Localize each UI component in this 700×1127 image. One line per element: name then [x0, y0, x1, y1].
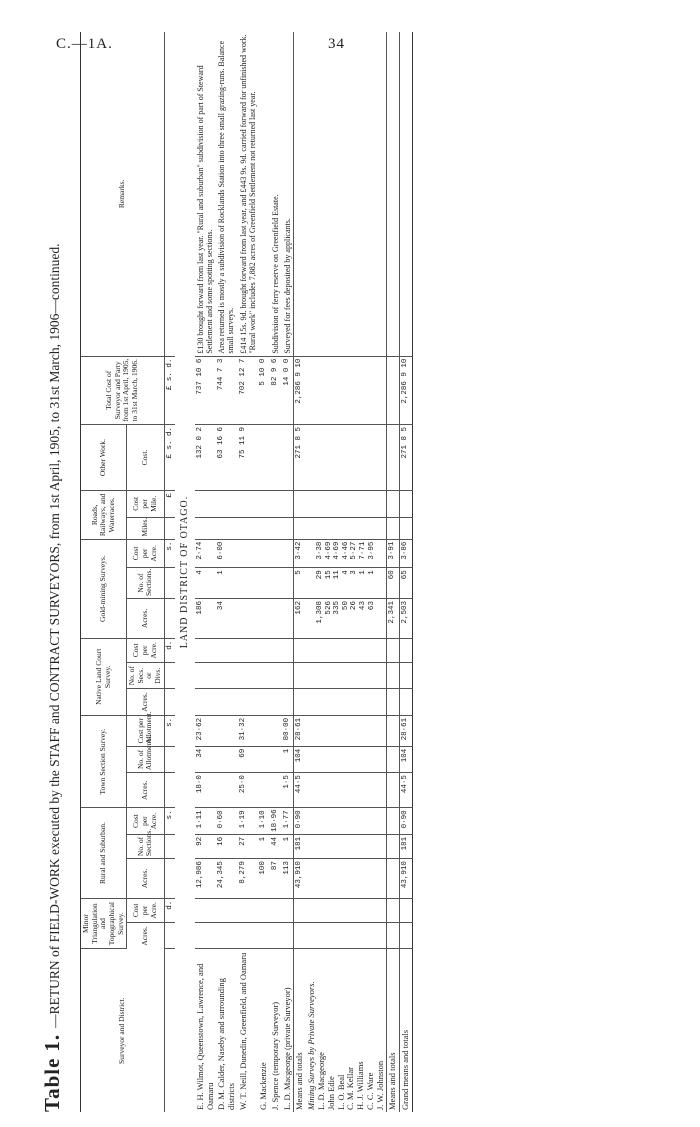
cell: [216, 898, 238, 922]
col-rural-suburban: Rural and Suburban.: [81, 808, 127, 898]
grand-totals-row: [400, 32, 413, 1112]
col-other-work: Other Work.: [81, 424, 127, 490]
cell: 60: [387, 568, 400, 599]
cell: [238, 898, 258, 922]
cell: 44: [270, 834, 282, 858]
table-title-text: —RETURN of FIELD-WORK executed by the STAFF and CONTRACT SURVEYORS, from 1st April, 1905, to 31st March, 1906—continued.: [47, 243, 62, 1028]
cell: 4·46: [341, 541, 350, 560]
cell: 0·90: [400, 808, 413, 834]
subcol-gold-sections: No. of Sections.: [127, 568, 165, 599]
cell: [216, 715, 238, 746]
cell: [216, 773, 238, 808]
cell: 1·77: [282, 808, 294, 834]
cell: [270, 715, 282, 746]
cell: [270, 599, 282, 639]
unit-s: s.: [164, 808, 175, 834]
remarks-cell: Subdivision of ferry reserve on Greenfield Estate.: [270, 32, 282, 356]
cell: [258, 746, 270, 772]
subcol-minor-cost-acre: Cost per Acre.: [127, 898, 165, 922]
cell: 4: [341, 570, 350, 575]
cell: 1: [367, 570, 376, 575]
subcol-native-cost-acre: Cost per Acre.: [127, 638, 165, 662]
district-heading: LAND DISTRICT OF OTAGO.: [179, 495, 191, 649]
remarks-cell: Area returned is mostly a subdivision of Rocklands Station into three small grazing-runs. Balance small surveys.: [216, 32, 238, 356]
unit-s: s.: [164, 715, 175, 746]
cell: 28·61: [294, 715, 306, 746]
cell: [282, 424, 294, 490]
cell: [216, 746, 238, 772]
cell: 1: [282, 746, 294, 772]
units-row: [164, 32, 175, 1112]
cell: 24,345: [216, 859, 238, 899]
cell: [270, 424, 282, 490]
cell: 34: [195, 746, 217, 772]
col-surveyor: Surveyor and District.: [81, 949, 165, 1112]
cell: 5: [294, 568, 306, 599]
subcol-rural-acres: Acres.: [127, 859, 165, 899]
subcol-roads-cost-mile: Cost per Mile.: [127, 491, 165, 517]
cell: 23·62: [195, 715, 217, 746]
unit-pound: £: [164, 491, 175, 517]
cell: 3·95: [367, 541, 376, 560]
cell: [238, 539, 258, 568]
cell: [195, 662, 217, 688]
subcol-minor-acres: Acres.: [127, 922, 165, 948]
cell: 1·19: [238, 808, 258, 834]
cell: 744 7 3: [216, 356, 238, 424]
cell: 3: [350, 570, 359, 575]
cell: [282, 898, 294, 922]
surveyor-name: L. D. Macgeorge (private Surveyor): [281, 987, 292, 1110]
cell: [195, 922, 217, 948]
cell: 2·74: [195, 539, 217, 568]
cell: 1,308: [315, 601, 324, 624]
private-name: J. W. Johnston: [374, 1060, 385, 1110]
document-code: C.—1A.: [56, 36, 113, 52]
cell: 104: [400, 746, 413, 772]
remarks-cell: Surveyed for fees deposited by applicants.: [282, 32, 294, 356]
cell: [195, 689, 217, 715]
cell: 1: [282, 834, 294, 858]
cell: [216, 689, 238, 715]
cell: 526: [324, 601, 333, 615]
cell: 2,341: [387, 599, 400, 639]
cell: 3·42: [294, 539, 306, 568]
cell: [216, 662, 238, 688]
cell: [258, 773, 270, 808]
cell: 181: [400, 834, 413, 858]
cell: 29: [315, 570, 324, 580]
cell: 1·5: [282, 773, 294, 808]
cell: 6·00: [216, 539, 238, 568]
cell: 181: [294, 834, 306, 858]
cell: 100: [258, 859, 270, 899]
cell: 2,286 9 10: [400, 356, 413, 424]
cell: [238, 517, 258, 539]
private-name: L. D. Macgeorge: [316, 1052, 327, 1110]
table-label: Table: [40, 1057, 64, 1112]
cell: [270, 746, 282, 772]
cell: 15: [324, 570, 333, 580]
cell: [282, 539, 294, 568]
cell: 737 10 6: [195, 356, 217, 424]
cell: 1·11: [195, 808, 217, 834]
cell: 5·27: [350, 541, 359, 560]
cell: [270, 773, 282, 808]
district-heading-row: [175, 32, 195, 1112]
cell: [282, 517, 294, 539]
cell: 26: [350, 601, 359, 611]
cell: 3·91: [387, 539, 400, 568]
col-gold-mining: Gold-mining Surveys.: [81, 539, 127, 638]
cell: [270, 517, 282, 539]
cell: [195, 517, 217, 539]
cell: 63: [367, 601, 376, 611]
cell: 4·69: [324, 541, 333, 560]
cell: [270, 898, 282, 922]
table-title: [40, 32, 68, 1112]
col-total-cost: Total Cost of Surveyor and Party from 1st April, 1905, to 31st March, 1906.: [81, 356, 165, 424]
cell: 0·60: [216, 808, 238, 834]
cell: [258, 539, 270, 568]
cell: 75 11 9: [238, 424, 258, 490]
cell: 28·61: [400, 715, 413, 746]
page-number: 34: [328, 36, 345, 52]
unit-lsd: £ s. d.: [164, 356, 175, 424]
private-name: L. O. Beal: [335, 1074, 346, 1110]
cell: 2,286 9 10: [294, 356, 306, 424]
cell: [238, 922, 258, 948]
cell: [282, 662, 294, 688]
cell: 27: [238, 834, 258, 858]
cell: 31·32: [238, 715, 258, 746]
col-native-land-court: Native Land Court Survey.: [81, 638, 127, 715]
table-number: 1.: [40, 1033, 64, 1052]
cell: [270, 662, 282, 688]
cell: [270, 568, 282, 599]
cell: [258, 898, 270, 922]
rotated-table-page: [40, 32, 670, 1112]
cell: [258, 922, 270, 948]
cell: 65: [400, 568, 413, 599]
cell: 186: [195, 599, 217, 639]
cell: 5 10 0: [258, 356, 270, 424]
cell: 82 9 6: [270, 356, 282, 424]
cell: [282, 689, 294, 715]
cell: 162: [294, 599, 306, 639]
means-totals-row: [294, 32, 306, 1112]
cell: [258, 491, 270, 517]
remarks-cell: [258, 32, 270, 356]
cell: 18·96: [270, 808, 282, 834]
cell: 12,986: [195, 859, 217, 899]
cell: [238, 599, 258, 639]
surveyor-row: [195, 32, 217, 1112]
cell: 69: [238, 746, 258, 772]
cell: [195, 898, 217, 922]
cell: 0·90: [294, 808, 306, 834]
subcol-native-acres: Acres.: [127, 689, 165, 715]
surveyor-name: D. M. Calder, Naseby and surrounding districts: [216, 978, 237, 1110]
field-work-table: [80, 32, 413, 1112]
cell: [258, 689, 270, 715]
cell: 4: [195, 568, 217, 599]
cell: 44·5: [400, 773, 413, 808]
cell: 1: [258, 834, 270, 858]
cell: [238, 568, 258, 599]
cell: 3·86: [400, 539, 413, 568]
cell: [258, 424, 270, 490]
subcol-town-allotments: No. of Allotments.: [127, 746, 165, 772]
cell: 43,910: [294, 859, 306, 899]
subcol-native-secs: No. of Secs. or Divs.: [127, 662, 165, 688]
cell: [270, 539, 282, 568]
cell: [258, 517, 270, 539]
cell: 16: [216, 834, 238, 858]
surveyor-row: [282, 32, 294, 1112]
cell: [258, 662, 270, 688]
cell: [238, 689, 258, 715]
col-roads-railways: Roads, Railways, and Waterraces.: [81, 491, 127, 539]
surveyor-name: J. Spence (temporary Surveyor): [269, 1001, 280, 1110]
cell: 92: [195, 834, 217, 858]
col-remarks: Remarks.: [81, 32, 165, 356]
cell: [282, 599, 294, 639]
cell: [238, 638, 258, 662]
private-surveyors-cell: [306, 949, 387, 1112]
cell: 44·5: [294, 773, 306, 808]
col-minor-triangulation: Minor Triangulation and Topographical Survey.: [81, 898, 127, 949]
subcol-town-cost-allotment: Cost per Allotment.: [127, 715, 165, 746]
cell: [282, 568, 294, 599]
cell: [216, 922, 238, 948]
cell: 14 0 0: [282, 356, 294, 424]
cell: 271 8 5: [400, 424, 413, 490]
cell: [238, 662, 258, 688]
surveyor-name: E. H. Wilmot, Queenstown, Lawrence, and Oamaru: [194, 963, 215, 1110]
cell: 271 8 5: [294, 424, 306, 490]
means-label: Means and totals: [294, 949, 306, 1112]
private-surveys-row: [306, 32, 387, 1112]
subcol-gold-cost-acre: Cost per Acre.: [127, 539, 165, 568]
cell: 50: [341, 601, 350, 611]
remarks-cell: £414 15s. 9d. brought forward from last year, and £443 9s. 9d. carried forward for unfinished work. "Rural work" includes 7,882 acres of Greenfield Settlement not returned last year.: [238, 32, 258, 356]
cell: 80·00: [282, 715, 294, 746]
cell: 87: [270, 859, 282, 899]
cell: 335: [333, 601, 342, 615]
cell: [216, 491, 238, 517]
cell: 1·10: [258, 808, 270, 834]
cell: 1: [216, 568, 238, 599]
cell: [216, 638, 238, 662]
cell: [282, 638, 294, 662]
surveyor-name: W. T. Neill, Dunedin, Greenfield, and Oamaru: [237, 952, 248, 1110]
cell: [270, 491, 282, 517]
grand-label: Grand means and totals: [400, 949, 413, 1112]
cell: 63 16 6: [216, 424, 238, 490]
private-heading: Mining Surveys by Private Surveyors.: [306, 981, 317, 1110]
cell: [258, 599, 270, 639]
private-name: H. J. Williams: [355, 1061, 366, 1110]
cell: 113: [282, 859, 294, 899]
cell: [195, 491, 217, 517]
subcol-other-cost: Cost.: [127, 424, 165, 490]
cell: [258, 638, 270, 662]
unit-d: d.: [164, 638, 175, 662]
unit-d: d.: [164, 898, 175, 922]
cell: 3·38: [315, 541, 324, 560]
surveyor-name: G. Mackenzie: [258, 1062, 269, 1110]
cell: [270, 922, 282, 948]
cell: 34: [216, 599, 238, 639]
cell: [258, 715, 270, 746]
cell: 104: [294, 746, 306, 772]
cell: 7·71: [359, 541, 367, 560]
cell: [270, 689, 282, 715]
cell: [282, 491, 294, 517]
unit-lsd: £ s. d.: [164, 424, 175, 490]
cell: 43: [359, 601, 367, 611]
subcol-town-acres: Acres.: [127, 773, 165, 808]
private-means-row: [387, 32, 400, 1112]
subcol-roads-miles: Miles.: [127, 517, 165, 539]
cell: [216, 517, 238, 539]
private-sections-cell: [306, 568, 387, 599]
cell: 43,910: [400, 859, 413, 899]
surveyor-row: [216, 32, 238, 1112]
unit-s: s.: [164, 539, 175, 568]
cell: [270, 638, 282, 662]
cell: 18·0: [195, 773, 217, 808]
subcol-rural-cost-acre: Cost per Acre.: [127, 808, 165, 834]
cell: [282, 922, 294, 948]
cell: [195, 638, 217, 662]
private-name: C. C. Ware: [364, 1072, 375, 1110]
private-costs-cell: [306, 539, 387, 568]
means-label: Means and totals: [387, 949, 400, 1112]
subcol-gold-acres: Acres.: [127, 599, 165, 639]
cell: [238, 491, 258, 517]
cell: 132 0 2: [195, 424, 217, 490]
private-name: John Edie: [325, 1076, 336, 1110]
cell: 8,279: [238, 859, 258, 899]
surveyor-row: [238, 32, 258, 1112]
private-name: C. M. Kellar: [345, 1067, 356, 1110]
cell: 2,503: [400, 599, 413, 639]
cell: 702 12 7: [238, 356, 258, 424]
cell: 1: [359, 570, 367, 575]
cell: 25·0: [238, 773, 258, 808]
remarks-cell: £130 brought forward from last year. "Rural and suburban" subdivision of part of Steward Settlement and some spotting sections.: [195, 32, 217, 356]
col-town-section: Town Section Survey.: [81, 715, 127, 808]
surveyor-row: [270, 32, 282, 1112]
cell: 4·69: [333, 541, 342, 560]
cell: 11: [333, 570, 342, 580]
subcol-rural-sections: No. of Sections.: [127, 834, 165, 858]
private-acres-cell: [306, 599, 387, 639]
cell: [258, 568, 270, 599]
surveyor-row: [258, 32, 270, 1112]
